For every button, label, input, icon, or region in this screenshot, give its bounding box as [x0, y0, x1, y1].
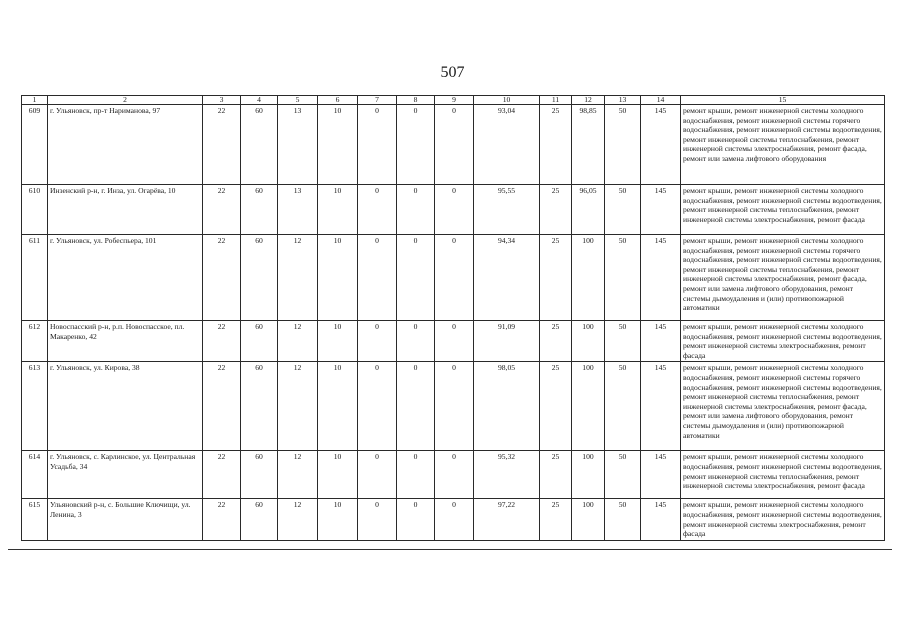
row-number: 612 [22, 321, 48, 362]
cell: 12 [278, 362, 318, 451]
cell: 145 [641, 321, 681, 362]
address-cell: Новоспасский р-н, р.п. Новоспасское, пл. Макаренко, 42 [48, 321, 203, 362]
cell: 50 [605, 451, 641, 499]
cell: 0 [435, 451, 474, 499]
page-number: 507 [440, 64, 465, 81]
works-cell: ремонт крыши, ремонт инженерной системы холодного водоснабжения, ремонт инженерной системы водоотведения, ремонт инженерной системы теплоснабжения, ремонт инженерной системы электроснабжения, ремонт фасада [681, 185, 885, 235]
address-cell: г. Ульяновск, с. Карлинское, ул. Центральная Усадьба, 34 [48, 451, 203, 499]
col-header: 5 [278, 96, 318, 105]
cell: 96,05 [572, 185, 605, 235]
cell: 100 [572, 321, 605, 362]
cell: 10 [318, 105, 358, 185]
cell: 60 [241, 451, 278, 499]
cell: 97,22 [474, 499, 540, 540]
cell: 100 [572, 451, 605, 499]
cell: 13 [278, 105, 318, 185]
col-header: 10 [474, 96, 540, 105]
cell: 0 [435, 185, 474, 235]
table-row [22, 451, 885, 499]
cell: 100 [572, 235, 605, 321]
col-header: 4 [241, 96, 278, 105]
cell: 12 [278, 451, 318, 499]
cell: 22 [203, 499, 241, 540]
works-cell: ремонт крыши, ремонт инженерной системы холодного водоснабжения, ремонт инженерной системы водоотведения, ремонт инженерной системы теплоснабжения, ремонт инженерной системы электроснабжения, ремонт фасада [681, 451, 885, 499]
cell: 145 [641, 185, 681, 235]
address-cell: г. Ульяновск, пр-т Нариманова, 97 [48, 105, 203, 185]
cell: 60 [241, 235, 278, 321]
bottom-divider [8, 549, 892, 550]
cell: 25 [540, 105, 572, 185]
cell: 0 [358, 362, 397, 451]
cell: 0 [435, 499, 474, 540]
cell: 145 [641, 451, 681, 499]
address-cell: Ульяновский р-н, с. Большие Ключищи, ул. Ленина, 3 [48, 499, 203, 540]
cell: 10 [318, 235, 358, 321]
col-header: 2 [48, 96, 203, 105]
table-row [22, 105, 885, 185]
cell: 0 [397, 321, 435, 362]
works-cell: ремонт крыши, ремонт инженерной системы холодного водоснабжения, ремонт инженерной системы водоотведения, ремонт инженерной системы электроснабжения, ремонт фасада [681, 499, 885, 540]
works-cell: ремонт крыши, ремонт инженерной системы холодного водоснабжения, ремонт инженерной системы водоотведения, ремонт инженерной системы электроснабжения, ремонт фасада [681, 321, 885, 362]
cell: 0 [397, 362, 435, 451]
cell: 25 [540, 451, 572, 499]
row-number: 609 [22, 105, 48, 185]
cell: 22 [203, 185, 241, 235]
cell: 50 [605, 235, 641, 321]
cell: 0 [358, 451, 397, 499]
cell: 100 [572, 362, 605, 451]
cell: 13 [278, 185, 318, 235]
col-header: 1 [22, 96, 48, 105]
cell: 60 [241, 321, 278, 362]
cell: 12 [278, 499, 318, 540]
cell: 98,05 [474, 362, 540, 451]
cell: 60 [241, 362, 278, 451]
cell: 0 [397, 185, 435, 235]
cell: 0 [397, 451, 435, 499]
col-header: 12 [572, 96, 605, 105]
col-header: 11 [540, 96, 572, 105]
cell: 50 [605, 105, 641, 185]
cell: 0 [358, 235, 397, 321]
cell: 12 [278, 321, 318, 362]
cell: 145 [641, 362, 681, 451]
cell: 10 [318, 499, 358, 540]
cell: 60 [241, 105, 278, 185]
col-header: 13 [605, 96, 641, 105]
cell: 50 [605, 321, 641, 362]
cell: 0 [397, 105, 435, 185]
col-header: 15 [681, 96, 885, 105]
col-header: 9 [435, 96, 474, 105]
table-row [22, 499, 885, 540]
cell: 0 [435, 321, 474, 362]
row-number: 614 [22, 451, 48, 499]
cell: 25 [540, 235, 572, 321]
table-row [22, 362, 885, 451]
cell: 94,34 [474, 235, 540, 321]
col-header: 3 [203, 96, 241, 105]
table-row [22, 185, 885, 235]
cell: 0 [358, 499, 397, 540]
cell: 22 [203, 362, 241, 451]
cell: 12 [278, 235, 318, 321]
cell: 95,55 [474, 185, 540, 235]
cell: 10 [318, 185, 358, 235]
cell: 145 [641, 499, 681, 540]
works-cell: ремонт крыши, ремонт инженерной системы холодного водоснабжения, ремонт инженерной системы горячего водоснабжения, ремонт инженерной системы водоотведения, ремонт инженерной системы теплоснабжения, ремонт инженерной системы электроснабжения, ремонт фасада, ремонт или замена лифтового оборудования, ремонт системы дымоудаления и (или) противопожарной автоматики [681, 235, 885, 321]
cell: 10 [318, 321, 358, 362]
cell: 22 [203, 321, 241, 362]
cell: 93,04 [474, 105, 540, 185]
cell: 50 [605, 185, 641, 235]
cell: 0 [435, 105, 474, 185]
cell: 50 [605, 362, 641, 451]
row-number: 610 [22, 185, 48, 235]
cell: 0 [397, 235, 435, 321]
cell: 145 [641, 105, 681, 185]
cell: 0 [358, 185, 397, 235]
cell: 22 [203, 451, 241, 499]
cell: 95,32 [474, 451, 540, 499]
cell: 100 [572, 499, 605, 540]
row-number: 613 [22, 362, 48, 451]
table-row [22, 321, 885, 362]
cell: 25 [540, 362, 572, 451]
cell: 25 [540, 499, 572, 540]
cell: 0 [358, 105, 397, 185]
cell: 0 [435, 362, 474, 451]
header-row [22, 96, 885, 105]
col-header: 14 [641, 96, 681, 105]
address-cell: г. Ульяновск, ул. Кирова, 38 [48, 362, 203, 451]
repair-table [21, 95, 885, 541]
row-number: 615 [22, 499, 48, 540]
cell: 10 [318, 362, 358, 451]
cell: 0 [435, 235, 474, 321]
address-cell: г. Ульяновск, ул. Робеспьера, 101 [48, 235, 203, 321]
cell: 98,85 [572, 105, 605, 185]
works-cell: ремонт крыши, ремонт инженерной системы холодного водоснабжения, ремонт инженерной системы горячего водоснабжения, ремонт инженерной системы водоотведения, ремонт инженерной системы теплоснабжения, ремонт инженерной системы электроснабжения, ремонт фасада, ремонт или замена лифтового оборудования [681, 105, 885, 185]
cell: 25 [540, 321, 572, 362]
cell: 0 [358, 321, 397, 362]
cell: 10 [318, 451, 358, 499]
works-cell: ремонт крыши, ремонт инженерной системы холодного водоснабжения, ремонт инженерной системы горячего водоснабжения, ремонт инженерной системы водоотведения, ремонт инженерной системы теплоснабжения, ремонт инженерной системы электроснабжения, ремонт фасада, ремонт или замена лифтового оборудования, ремонт системы дымоудаления и (или) противопожарной автоматики [681, 362, 885, 451]
col-header: 8 [397, 96, 435, 105]
table-row [22, 235, 885, 321]
cell: 25 [540, 185, 572, 235]
address-cell: Инзенский р-н, г. Инза, ул. Огарёва, 10 [48, 185, 203, 235]
col-header: 6 [318, 96, 358, 105]
cell: 50 [605, 499, 641, 540]
cell: 22 [203, 105, 241, 185]
cell: 60 [241, 185, 278, 235]
row-number: 611 [22, 235, 48, 321]
cell: 0 [397, 499, 435, 540]
cell: 22 [203, 235, 241, 321]
cell: 91,09 [474, 321, 540, 362]
col-header: 7 [358, 96, 397, 105]
cell: 60 [241, 499, 278, 540]
cell: 145 [641, 235, 681, 321]
